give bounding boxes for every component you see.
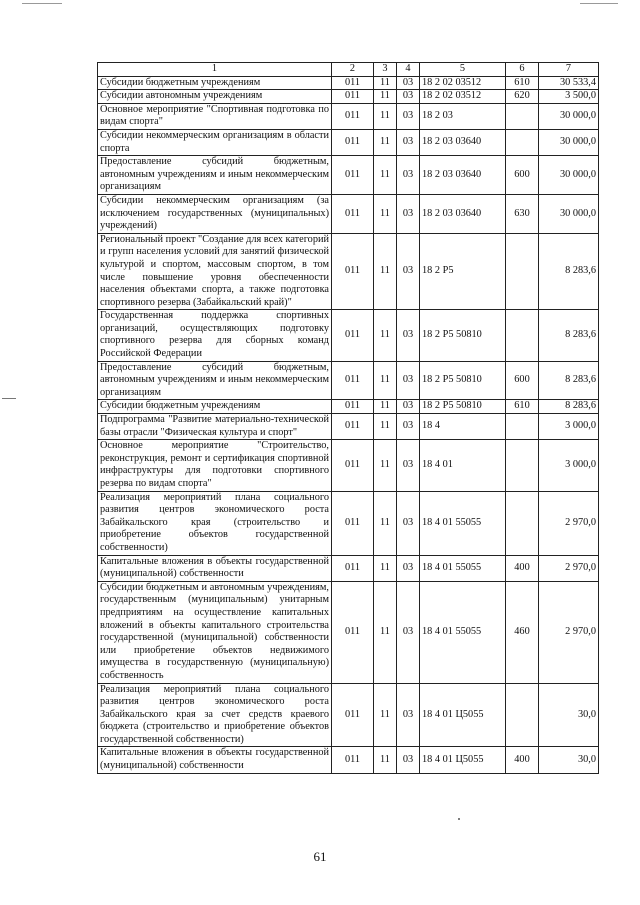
table-row: [98, 310, 599, 361]
target-article-cell: 18 2 02 03512: [420, 90, 506, 104]
row-name-cell: Субсидии некоммерческим организациям (за исключением государственных (муниципальных) учреждений): [98, 194, 332, 233]
amount-cell: 2 970,0: [539, 491, 599, 555]
header-cell: 6: [506, 63, 539, 77]
section-code-cell: 11: [374, 747, 397, 773]
table-row: [98, 129, 599, 155]
subsection-code-cell: 03: [397, 76, 420, 90]
subsection-code-cell: 03: [397, 103, 420, 129]
table-row: [98, 76, 599, 90]
expense-kind-cell: [506, 129, 539, 155]
row-name-cell: Капитальные вложения в объекты государственной (муниципальной) собственности: [98, 747, 332, 773]
expense-kind-cell: [506, 491, 539, 555]
subsection-code-cell: 03: [397, 440, 420, 491]
subsection-code-cell: 03: [397, 361, 420, 400]
section-code-cell: 11: [374, 400, 397, 414]
expense-kind-cell: 460: [506, 581, 539, 683]
amount-cell: 30 000,0: [539, 156, 599, 195]
target-article-cell: 18 4: [420, 414, 506, 440]
amount-cell: 8 283,6: [539, 310, 599, 361]
row-name-cell: Региональный проект "Создание для всех категорий и групп населения условий для занятий физической культурой и спортом, массовым спортом, в том числе повышение уровня обеспеченности населения объектами спорта, а также подготовка спортивного резерва (Забайкальский край)": [98, 233, 332, 310]
expense-kind-cell: 610: [506, 400, 539, 414]
row-name-cell: Предоставление субсидий бюджетным, автономным учреждениям и иным некоммерческим организациям: [98, 156, 332, 195]
page-number: 61: [313, 849, 327, 864]
table-header-row: [98, 63, 599, 77]
target-article-cell: 18 2 P5 50810: [420, 400, 506, 414]
target-article-cell: 18 4 01 Ц5055: [420, 683, 506, 747]
header-cell: 7: [539, 63, 599, 77]
amount-cell: 30 000,0: [539, 129, 599, 155]
row-name-cell: Субсидии некоммерческим организациям в области спорта: [98, 129, 332, 155]
table-row: [98, 440, 599, 491]
section-code-cell: 11: [374, 310, 397, 361]
table-row: [98, 555, 599, 581]
expense-kind-cell: 400: [506, 747, 539, 773]
ministry-code-cell: 011: [332, 194, 374, 233]
subsection-code-cell: 03: [397, 156, 420, 195]
header-cell: 2: [332, 63, 374, 77]
expense-kind-cell: 600: [506, 156, 539, 195]
target-article-cell: 18 2 03 03640: [420, 194, 506, 233]
header-cell: 4: [397, 63, 420, 77]
target-article-cell: 18 2 P5 50810: [420, 310, 506, 361]
amount-cell: 3 500,0: [539, 90, 599, 104]
amount-cell: 8 283,6: [539, 400, 599, 414]
ministry-code-cell: 011: [332, 310, 374, 361]
row-name-cell: Предоставление субсидий бюджетным, автономным учреждениям и иным некоммерческим организациям: [98, 361, 332, 400]
amount-cell: 8 283,6: [539, 361, 599, 400]
table-row: [98, 581, 599, 683]
subsection-code-cell: 03: [397, 414, 420, 440]
header-cell: 1: [98, 63, 332, 77]
amount-cell: 3 000,0: [539, 440, 599, 491]
row-name-cell: Субсидии автономным учреждениям: [98, 90, 332, 104]
expense-kind-cell: [506, 103, 539, 129]
header-cell: 3: [374, 63, 397, 77]
expense-kind-cell: [506, 414, 539, 440]
section-code-cell: 11: [374, 103, 397, 129]
table-row: [98, 233, 599, 310]
ministry-code-cell: 011: [332, 90, 374, 104]
row-name-cell: Подпрограмма "Развитие материально-технической базы отрасли "Физическая культура и спорт": [98, 414, 332, 440]
expense-kind-cell: [506, 440, 539, 491]
target-article-cell: 18 4 01 55055: [420, 581, 506, 683]
row-name-cell: Государственная поддержка спортивных организаций, осуществляющих подготовку спортивного резерва для сборных команд Российской Федерации: [98, 310, 332, 361]
section-code-cell: 11: [374, 581, 397, 683]
subsection-code-cell: 03: [397, 400, 420, 414]
row-name-cell: Субсидии бюджетным и автономным учреждениям, государственным (муниципальным) унитарным предприятиям на осуществление капитальных вложений в объекты капитального строительства государственной (муниципальной) собственности или приобретение объектов недвижимого имущества в государственную (муниципальную) собственность: [98, 581, 332, 683]
subsection-code-cell: 03: [397, 555, 420, 581]
target-article-cell: 18 2 03 03640: [420, 129, 506, 155]
subsection-code-cell: 03: [397, 491, 420, 555]
ministry-code-cell: 011: [332, 156, 374, 195]
amount-cell: 30,0: [539, 683, 599, 747]
target-article-cell: 18 2 P5 50810: [420, 361, 506, 400]
speck: [458, 818, 460, 820]
table-row: [98, 747, 599, 773]
target-article-cell: 18 2 02 03512: [420, 76, 506, 90]
ministry-code-cell: 011: [332, 491, 374, 555]
expense-kind-cell: [506, 683, 539, 747]
amount-cell: 30,0: [539, 747, 599, 773]
section-code-cell: 11: [374, 129, 397, 155]
subsection-code-cell: 03: [397, 747, 420, 773]
target-article-cell: 18 4 01 55055: [420, 555, 506, 581]
ministry-code-cell: 011: [332, 683, 374, 747]
amount-cell: 30 000,0: [539, 103, 599, 129]
amount-cell: 2 970,0: [539, 581, 599, 683]
section-code-cell: 11: [374, 683, 397, 747]
subsection-code-cell: 03: [397, 310, 420, 361]
subsection-code-cell: 03: [397, 90, 420, 104]
ministry-code-cell: 011: [332, 400, 374, 414]
amount-cell: 30 000,0: [539, 194, 599, 233]
subsection-code-cell: 03: [397, 194, 420, 233]
amount-cell: 2 970,0: [539, 555, 599, 581]
ministry-code-cell: 011: [332, 581, 374, 683]
ministry-code-cell: 011: [332, 440, 374, 491]
expense-kind-cell: 620: [506, 90, 539, 104]
table-row: [98, 491, 599, 555]
expense-kind-cell: 600: [506, 361, 539, 400]
expense-kind-cell: 630: [506, 194, 539, 233]
expense-kind-cell: 610: [506, 76, 539, 90]
table-row: [98, 103, 599, 129]
ministry-code-cell: 011: [332, 555, 374, 581]
target-article-cell: 18 4 01: [420, 440, 506, 491]
section-code-cell: 11: [374, 491, 397, 555]
ministry-code-cell: 011: [332, 76, 374, 90]
row-name-cell: Капитальные вложения в объекты государственной (муниципальной) собственности: [98, 555, 332, 581]
target-article-cell: 18 2 03 03640: [420, 156, 506, 195]
subsection-code-cell: 03: [397, 129, 420, 155]
ministry-code-cell: 011: [332, 414, 374, 440]
amount-cell: 30 533,4: [539, 76, 599, 90]
scan-edge-line: [22, 3, 62, 4]
subsection-code-cell: 03: [397, 581, 420, 683]
section-code-cell: 11: [374, 194, 397, 233]
table-row: [98, 400, 599, 414]
section-code-cell: 11: [374, 76, 397, 90]
ministry-code-cell: 011: [332, 747, 374, 773]
amount-cell: 8 283,6: [539, 233, 599, 310]
section-code-cell: 11: [374, 361, 397, 400]
target-article-cell: 18 4 01 Ц5055: [420, 747, 506, 773]
table-row: [98, 414, 599, 440]
section-code-cell: 11: [374, 555, 397, 581]
section-code-cell: 11: [374, 414, 397, 440]
expense-kind-cell: [506, 310, 539, 361]
ministry-code-cell: 011: [332, 233, 374, 310]
section-code-cell: 11: [374, 90, 397, 104]
row-name-cell: Реализация мероприятий плана социального развития центров экономического роста Забайкальского края за счет средств краевого бюджета (строительство и приобретение объектов государственной собственности): [98, 683, 332, 747]
row-name-cell: Субсидии бюджетным учреждениям: [98, 76, 332, 90]
section-code-cell: 11: [374, 440, 397, 491]
row-name-cell: Основное мероприятие "Спортивная подготовка по видам спорта": [98, 103, 332, 129]
expense-kind-cell: [506, 233, 539, 310]
row-name-cell: Основное мероприятие "Строительство, реконструкция, ремонт и сертификация спортивной инфраструктуры для подготовки спортивного резерва по видам спорта": [98, 440, 332, 491]
scan-edge-line: [580, 3, 618, 4]
table-row: [98, 90, 599, 104]
amount-cell: 3 000,0: [539, 414, 599, 440]
section-code-cell: 11: [374, 156, 397, 195]
row-name-cell: Реализация мероприятий плана социального развития центров экономического роста Забайкальского края (строительство и приобретение объектов государственной собственности): [98, 491, 332, 555]
table-row: [98, 194, 599, 233]
table-row: [98, 683, 599, 747]
margin-mark: [2, 398, 16, 399]
subsection-code-cell: 03: [397, 683, 420, 747]
subsection-code-cell: 03: [397, 233, 420, 310]
table-row: [98, 156, 599, 195]
expense-kind-cell: 400: [506, 555, 539, 581]
target-article-cell: 18 2 03: [420, 103, 506, 129]
budget-table: [97, 62, 599, 774]
target-article-cell: 18 4 01 55055: [420, 491, 506, 555]
header-cell: 5: [420, 63, 506, 77]
ministry-code-cell: 011: [332, 129, 374, 155]
ministry-code-cell: 011: [332, 361, 374, 400]
ministry-code-cell: 011: [332, 103, 374, 129]
table-row: [98, 361, 599, 400]
row-name-cell: Субсидии бюджетным учреждениям: [98, 400, 332, 414]
target-article-cell: 18 2 P5: [420, 233, 506, 310]
section-code-cell: 11: [374, 233, 397, 310]
